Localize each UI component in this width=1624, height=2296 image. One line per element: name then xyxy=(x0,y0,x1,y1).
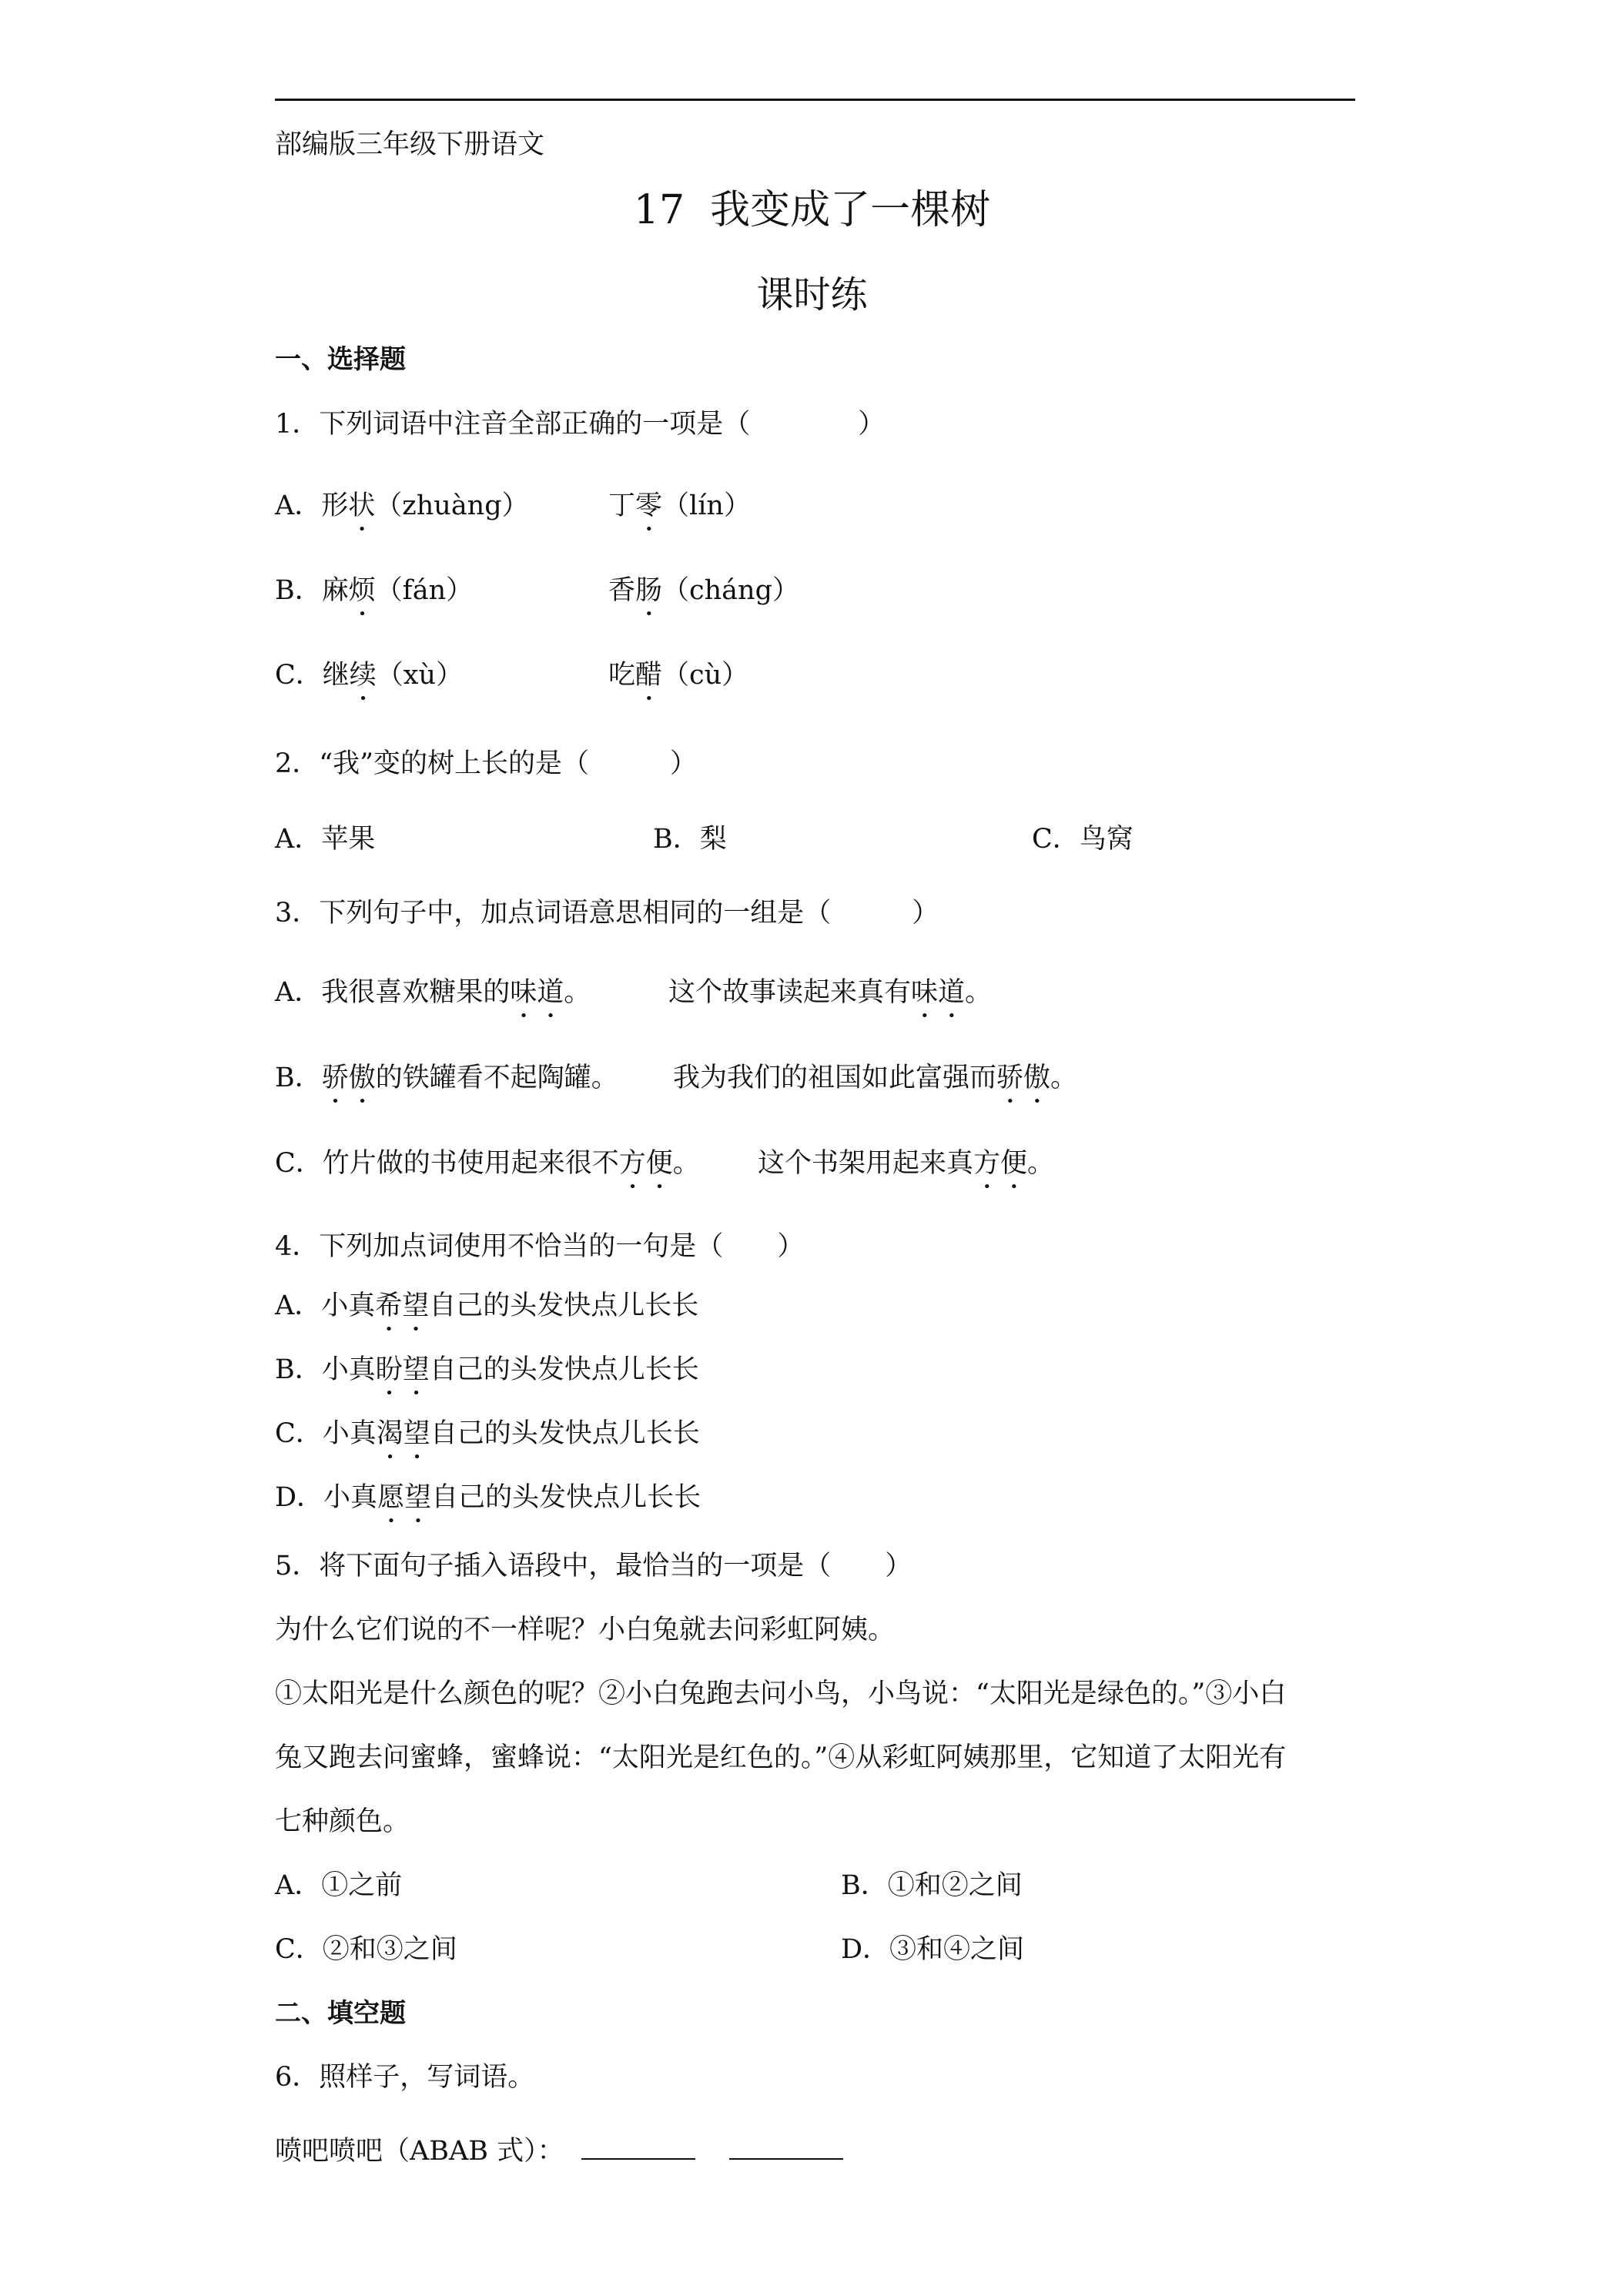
q1-option-b-2: 香肠（cháng） xyxy=(608,575,799,606)
q6-example-line xyxy=(275,2133,860,2170)
q2-stem: 2．“我”变的树上长的是（ ） xyxy=(275,748,698,779)
answer-blank-2[interactable] xyxy=(729,2135,843,2160)
q1-option-a-2: 丁零（lín） xyxy=(608,490,751,521)
q5-stem: 5．将下面句子插入语段中，最恰当的一项是（ ） xyxy=(275,1551,912,1581)
q4-option-c: C．小真渴望自己的头发快点儿长长 xyxy=(275,1418,700,1449)
q6-stem: 6．照样子，写词语。 xyxy=(275,2062,535,2093)
q2-option-a: A．苹果 xyxy=(275,824,376,855)
q5-sentence: 为什么它们说的不一样呢？小白兔就去问彩虹阿姨。 xyxy=(275,1615,896,1645)
q4-option-b: B．小真盼望自己的头发快点儿长长 xyxy=(275,1354,699,1385)
q5-option-c: C．②和③之间 xyxy=(275,1934,457,1965)
q2-option-c: C．鸟窝 xyxy=(1032,824,1133,855)
q1-option-c-2: 吃醋（cù） xyxy=(608,660,749,691)
q4-stem: 4．下列加点词使用不恰当的一句是（ ） xyxy=(275,1231,805,1262)
page-title: 17 我变成了一棵树 xyxy=(633,187,991,233)
q3-stem: 3．下列句子中，加点词语意思相同的一组是（ ） xyxy=(275,898,939,929)
q1-stem: 1．下列词语中注音全部正确的一项是（ ） xyxy=(275,409,886,440)
q1-option-c-1: C．继续（xù） xyxy=(275,660,464,691)
q1-option-b-1: B．麻烦（fán） xyxy=(275,575,474,606)
section-heading-choice: 一、选择题 xyxy=(275,344,406,375)
q5-option-d: D．③和④之间 xyxy=(841,1934,1025,1965)
q5-option-b: B．①和②之间 xyxy=(841,1870,1023,1901)
q4-option-a: A．小真希望自己的头发快点儿长长 xyxy=(275,1290,699,1321)
q3-option-c-2: 这个书架用起来真方便。 xyxy=(758,1148,1055,1179)
q5-option-a: A．①之前 xyxy=(275,1870,403,1901)
q4-option-d: D．小真愿望自己的头发快点儿长长 xyxy=(275,1482,702,1513)
q3-option-a-1: A．我很喜欢糖果的味道。 xyxy=(275,977,591,1008)
q3-option-c-1: C．竹片做的书使用起来很不方便。 xyxy=(275,1148,700,1179)
header-text: 部编版三年级下册语文 xyxy=(275,129,545,160)
q5-passage-line-1: ①太阳光是什么颜色的呢？②小白兔跑去问小鸟，小鸟说：“太阳光是绿色的。”③小白 xyxy=(275,1678,1287,1709)
q6-example-label: 喷吧喷吧（ABAB 式）： xyxy=(275,2136,564,2167)
q5-passage-line-2: 兔又跑去问蜜蜂，蜜蜂说：“太阳光是红色的。”④从彩虹阿姨那里，它知道了太阳光有 xyxy=(275,1742,1287,1773)
q3-option-b-1: B．骄傲的铁罐看不起陶罐。 xyxy=(275,1063,618,1093)
q1-option-a-1: A．形状（zhuàng） xyxy=(275,490,529,521)
page-subtitle: 课时练 xyxy=(756,273,868,316)
section-heading-fill: 二、填空题 xyxy=(275,1998,406,2029)
answer-blank-1[interactable] xyxy=(581,2135,695,2160)
q5-passage-line-3: 七种颜色。 xyxy=(275,1806,410,1837)
header-rule xyxy=(275,99,1355,101)
q2-option-b: B．梨 xyxy=(653,824,727,855)
q3-option-b-2: 我为我们的祖国如此富强而骄傲。 xyxy=(673,1063,1078,1093)
q3-option-a-2: 这个故事读起来真有味道。 xyxy=(668,977,993,1008)
